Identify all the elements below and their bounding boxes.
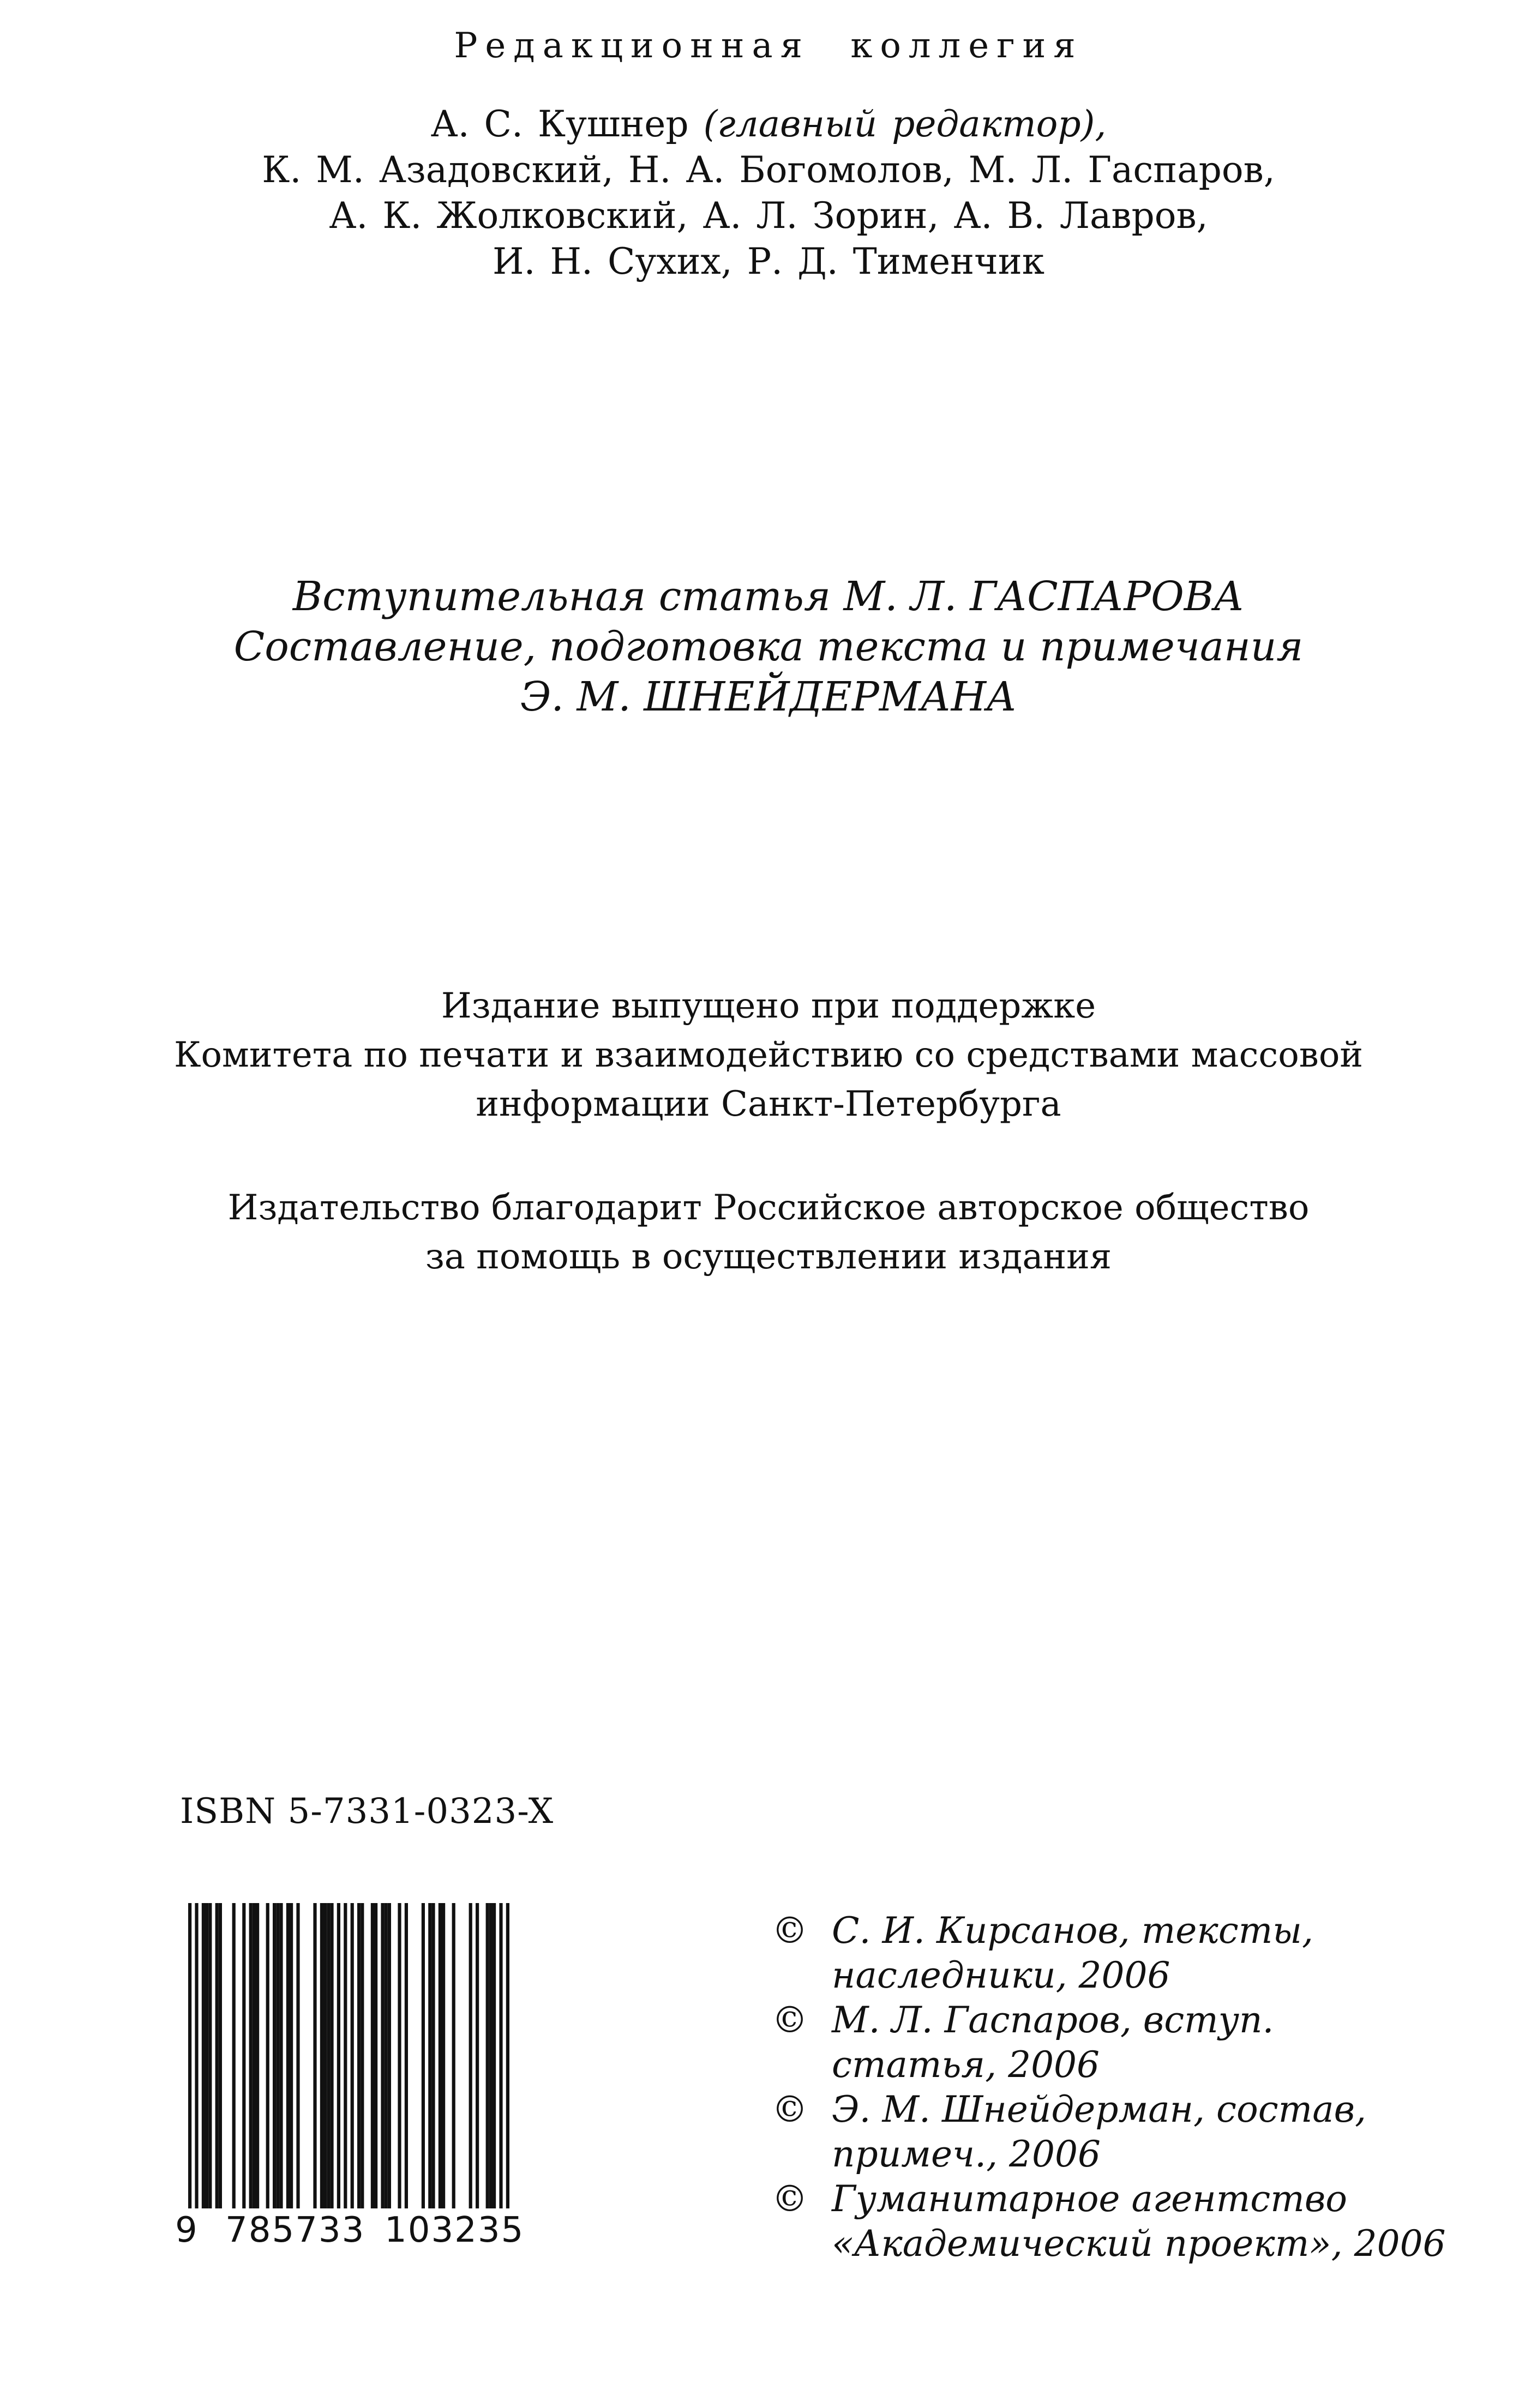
- board-line-1: [0, 101, 1537, 147]
- barcode-bar: [273, 1903, 276, 2208]
- copyright-entry: [772, 1909, 1481, 1998]
- barcode-bar: [249, 1903, 253, 2208]
- barcode-bar: [493, 1903, 496, 2208]
- thanks-line-1: Издательство благодарит Российское авторское общество: [227, 1188, 1310, 1228]
- barcode: [172, 1903, 532, 2252]
- support-notice: [0, 982, 1537, 1129]
- barcode-bar: [442, 1903, 445, 2208]
- barcode-bar: [469, 1903, 472, 2208]
- barcode-bar: [286, 1903, 290, 2208]
- barcode-bar: [476, 1903, 479, 2208]
- chief-editor-name: А. С. Кушнер: [430, 103, 689, 145]
- support-line-1: Издание выпущено при поддержке: [441, 986, 1096, 1026]
- barcode-bar: [208, 1903, 212, 2208]
- copyright-holder: Э. М. Шнейдерман, состав,: [832, 2088, 1366, 2130]
- barcode-bar: [232, 1903, 236, 2208]
- barcode-bar: [489, 1903, 493, 2208]
- barcode-bar: [385, 1903, 388, 2208]
- credits-compilation: Составление, подготовка текста и примечания: [233, 623, 1304, 670]
- credits-introduction: Вступительная статья М. Л. ГАСПАРОВА: [292, 573, 1245, 620]
- copyright-entry: [772, 2087, 1481, 2177]
- editorial-board-members: [0, 101, 1537, 285]
- copyright-entry: [772, 2177, 1481, 2266]
- barcode-bar: [313, 1903, 316, 2208]
- isbn-number: ISBN 5-7331-0323-X: [180, 1791, 554, 1832]
- barcode-bar: [253, 1903, 256, 2208]
- barcode-guard-bar: [351, 1903, 354, 2241]
- barcode-lead-digit: 9: [172, 2208, 201, 2252]
- barcode-bar: [431, 1903, 435, 2208]
- copyright-entry: [772, 1998, 1481, 2087]
- barcode-bar: [357, 1903, 361, 2208]
- copyright-symbol: ©: [772, 2088, 808, 2130]
- barcode-bar: [290, 1903, 293, 2208]
- barcode-bar: [205, 1903, 208, 2208]
- copyright-detail: примеч., 2006: [832, 2133, 1101, 2175]
- barcode-bar: [202, 1903, 205, 2208]
- copyright-holder: С. И. Кирсанов, тексты,: [832, 1910, 1314, 1952]
- barcode-bar: [330, 1903, 333, 2208]
- editorial-board-heading: Редакционная коллегия: [454, 26, 1083, 66]
- barcode-bar: [486, 1903, 489, 2208]
- barcode-bar: [320, 1903, 323, 2208]
- copyright-detail: статья, 2006: [832, 2044, 1100, 2086]
- barcode-bar: [405, 1903, 408, 2208]
- barcode-bar: [242, 1903, 245, 2208]
- board-line-2: К. М. Азадовский, Н. А. Богомолов, М. Л. Гаспаров,: [262, 149, 1275, 191]
- barcode-bar: [327, 1903, 330, 2208]
- barcode-bar: [452, 1903, 455, 2208]
- barcode-bar: [422, 1903, 425, 2208]
- barcode-bar: [381, 1903, 384, 2208]
- credits-compiler: Э. М. ШНЕЙДЕРМАНА: [520, 673, 1017, 720]
- board-line-3: А. К. Жолковский, А. Л. Зорин, А. В. Лавров,: [329, 195, 1208, 237]
- barcode-bar: [256, 1903, 259, 2208]
- support-line-2: Комитета по печати и взаимодействию со средствами массовой: [173, 1035, 1364, 1075]
- barcode-guard-bar: [499, 1903, 502, 2241]
- barcode-bar: [323, 1903, 327, 2208]
- copyright-symbol: ©: [772, 1910, 808, 1952]
- barcode-bar: [371, 1903, 374, 2208]
- copyright-holder: Гуманитарное агентство: [832, 2178, 1347, 2220]
- barcode-guard-bar: [506, 1903, 509, 2241]
- barcode-bar: [279, 1903, 283, 2208]
- barcode-bar: [428, 1903, 431, 2208]
- board-line-4: И. Н. Сухих, Р. Д. Тименчик: [492, 240, 1044, 282]
- thanks-notice: [0, 1183, 1537, 1281]
- barcode-bars: [172, 1903, 532, 2252]
- barcode-bar: [337, 1903, 340, 2208]
- barcode-bar: [296, 1903, 299, 2208]
- copyright-detail: наследники, 2006: [832, 1954, 1170, 1996]
- barcode-bar: [439, 1903, 442, 2208]
- barcode-bar: [219, 1903, 222, 2208]
- support-line-3: информации Санкт-Петербурга: [476, 1084, 1061, 1124]
- barcode-bar: [361, 1903, 364, 2208]
- barcode-bar: [398, 1903, 401, 2208]
- thanks-line-2: за помощь в осуществлении издания: [425, 1237, 1112, 1277]
- copyright-symbol: ©: [772, 2178, 808, 2220]
- copyright-detail: «Академический проект», 2006: [832, 2223, 1446, 2265]
- barcode-left-group: 785733: [222, 2208, 368, 2252]
- barcode-bar: [388, 1903, 391, 2208]
- credits: [0, 571, 1537, 722]
- barcode-bar: [374, 1903, 377, 2208]
- copyright-holder: М. Л. Гаспаров, вступ.: [832, 1999, 1274, 2041]
- barcode-guard-bar: [188, 1903, 191, 2241]
- barcode-digits: [172, 2208, 532, 2252]
- barcode-guard-bar: [195, 1903, 198, 2241]
- copyright-list: [772, 1909, 1481, 2266]
- barcode-bar: [266, 1903, 269, 2208]
- barcode-bar: [276, 1903, 279, 2208]
- copyright-symbol: ©: [772, 1999, 808, 2041]
- barcode-bar: [215, 1903, 219, 2208]
- barcode-right-group: 103235: [381, 2208, 527, 2252]
- chief-editor-role: (главный редактор),: [703, 103, 1107, 145]
- barcode-guard-bar: [344, 1903, 347, 2241]
